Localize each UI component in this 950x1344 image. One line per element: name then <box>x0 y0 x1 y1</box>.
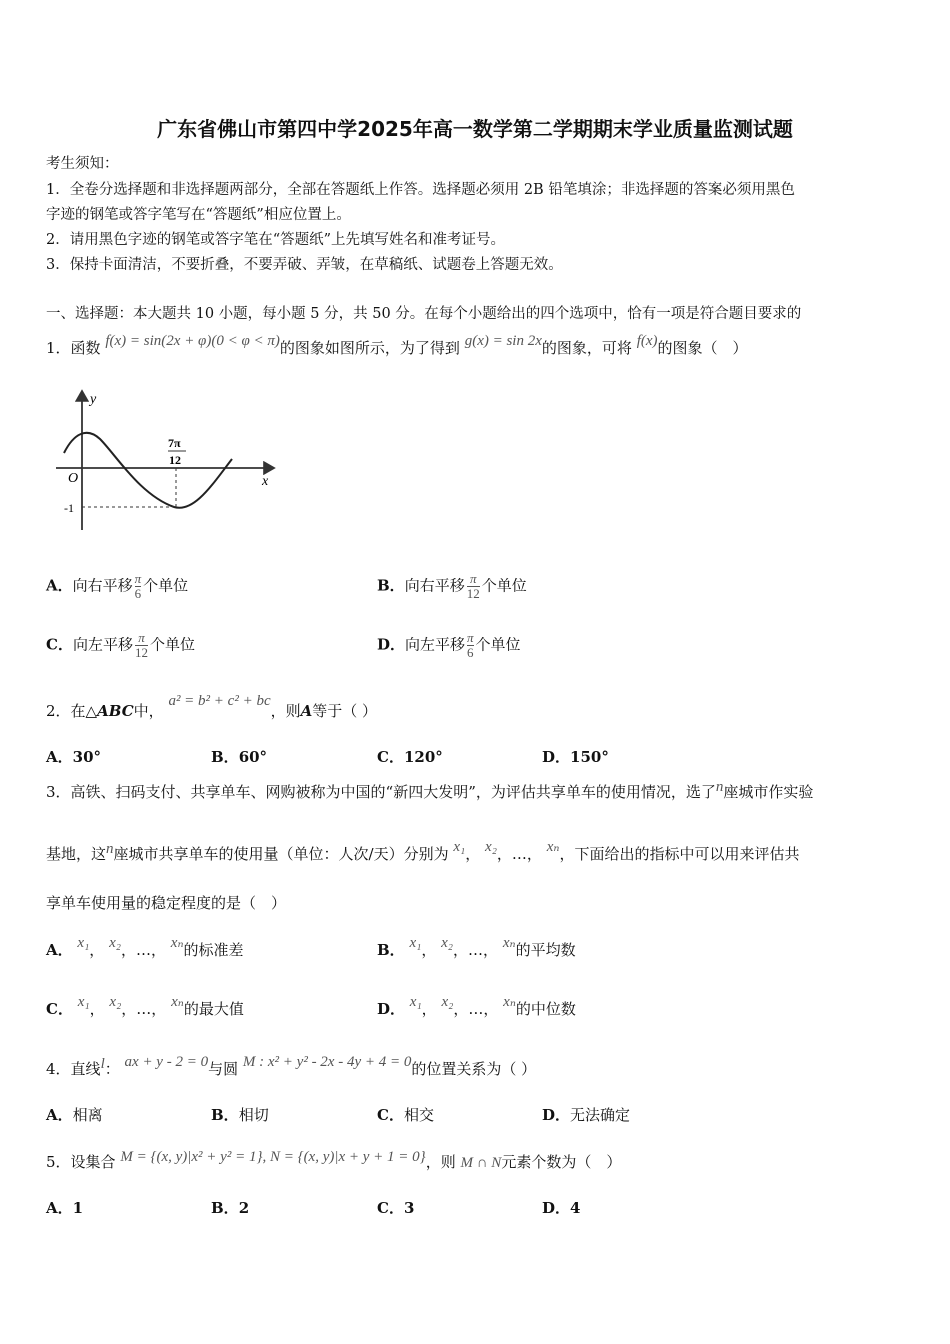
q5-text-1: 设集合 <box>70 1153 116 1171</box>
q2-option-c[interactable] <box>377 746 443 767</box>
q2-text-4: 等于（ ） <box>312 702 378 720</box>
option-text: 30° <box>72 748 102 766</box>
comma: ， <box>89 1000 105 1018</box>
option-label: D． <box>542 748 571 766</box>
q3-option-c[interactable] <box>46 994 244 1019</box>
y-axis-label: y <box>90 392 97 407</box>
q4-text-2: 与圆 <box>208 1060 239 1078</box>
q1-function-g: g(x) = sin 2x <box>464 333 542 349</box>
q1-text-1: 函数 <box>70 339 101 357</box>
q1-option-b[interactable] <box>377 572 527 601</box>
option-label: C． <box>46 635 73 654</box>
option-text: 个单位 <box>475 635 521 654</box>
origin-label: O <box>68 471 79 486</box>
option-text: 的最大值 <box>183 1000 244 1018</box>
xn: xₙ <box>171 994 184 1010</box>
option-text: 相交 <box>403 1106 434 1124</box>
option-label: D． <box>542 1106 571 1124</box>
option-label: A． <box>46 576 73 595</box>
q5-number: 5． <box>46 1153 71 1171</box>
q1-option-d[interactable] <box>377 631 521 660</box>
neg-one-label: -1 <box>64 501 74 515</box>
xn: xₙ <box>502 935 516 951</box>
q1-number: 1． <box>46 339 71 357</box>
x1: x₁ <box>409 994 422 1010</box>
comma: ， <box>89 941 105 959</box>
q3-x1: x₁ <box>453 839 466 855</box>
option-text: 的中位数 <box>515 1000 576 1018</box>
comma: ， <box>421 1000 437 1018</box>
q3-number: 3． <box>46 783 71 801</box>
dots: … <box>468 1000 484 1018</box>
q3-option-a[interactable] <box>46 935 244 960</box>
question-5 <box>46 1151 621 1172</box>
q3-option-d[interactable] <box>377 994 576 1019</box>
q1-option-a[interactable] <box>46 572 188 601</box>
q2-angle-a: A <box>300 702 313 720</box>
option-label: D． <box>377 1000 406 1018</box>
q4-number: 4． <box>46 1060 71 1078</box>
option-label: A． <box>46 1106 73 1124</box>
option-label: B． <box>211 1199 239 1217</box>
q3-comma: ， <box>496 845 512 863</box>
q5-option-b[interactable] <box>211 1197 249 1218</box>
q5-text-2: ，则 <box>425 1153 456 1171</box>
q4-option-d[interactable] <box>542 1104 630 1125</box>
xn: xₙ <box>170 935 184 951</box>
option-text: 向左平移 <box>72 635 133 654</box>
dots: … <box>135 941 151 959</box>
sine-curve <box>64 433 232 508</box>
q1-function-f: f(x) = sin(2x + φ)(0 < φ < π) <box>105 333 280 349</box>
q3-x2: x₂ <box>485 839 497 855</box>
option-text: 个单位 <box>149 635 195 654</box>
q2-number: 2． <box>46 702 71 720</box>
question-1 <box>46 333 748 358</box>
q5-option-d[interactable] <box>542 1197 580 1218</box>
option-label: C． <box>46 1000 73 1018</box>
option-fraction: $\frac{\pi}{12}$ <box>134 630 148 660</box>
dots: … <box>136 1000 152 1018</box>
q4-line-equation: ax + y - 2 = 0 <box>124 1054 209 1070</box>
q3-xn: xₙ <box>546 839 560 855</box>
q3-comma: ， <box>465 845 481 863</box>
comma: ， <box>150 941 166 959</box>
option-label: C． <box>377 1199 404 1217</box>
q3-text: 高铁、扫码支付、共享单车、网购被称为中国的“新四大发明”，为评估共享单车的使用情况，选了 <box>70 783 716 801</box>
option-label: C． <box>377 748 404 766</box>
q2-option-b[interactable] <box>211 746 267 767</box>
q3-text: 基地，这 <box>46 845 107 863</box>
option-label: B． <box>211 748 239 766</box>
notice-item-2: 2．请用黑色字迹的钢笔或答字笔在“答题纸”上先填写姓名和准考证号。 <box>46 232 506 248</box>
option-text: 向左平移 <box>405 635 466 654</box>
question-3-line-1 <box>46 781 813 802</box>
q1-sine-graph <box>52 385 282 535</box>
comma: ， <box>453 941 469 959</box>
q4-option-a[interactable] <box>46 1104 103 1125</box>
option-text: 向右平移 <box>404 576 465 595</box>
comma: ， <box>483 1000 499 1018</box>
option-label: A． <box>46 748 73 766</box>
q5-text-3: 元素个数为（ ） <box>501 1153 622 1171</box>
option-label: B． <box>377 941 405 959</box>
page-title: 广东省佛山市第四中学2025年高一数学第二学期期末学业质量监测试题 <box>157 117 793 141</box>
q4-colon: ： <box>104 1060 120 1078</box>
q2-option-d[interactable] <box>542 746 609 767</box>
option-text: 向右平移 <box>72 576 133 595</box>
option-label: B． <box>377 576 405 595</box>
q4-text-1: 直线 <box>70 1060 101 1078</box>
x1: x₁ <box>77 994 90 1010</box>
comma: ， <box>151 1000 167 1018</box>
q2-option-a[interactable] <box>46 746 101 767</box>
notice-item-3: 3．保持卡面清洁，不要折叠，不要弄破、弄皱，在草稿纸、试题卷上答题无效。 <box>46 257 563 273</box>
q1-text-3: 的图象，可将 <box>541 339 632 357</box>
q3-text: ，下面给出的指标中可以用来评估共 <box>559 845 800 863</box>
option-text: 个单位 <box>481 576 527 595</box>
question-4 <box>46 1054 537 1079</box>
option-text: 个单位 <box>143 576 189 595</box>
q2-text-2: 中， <box>133 702 164 720</box>
q4-text-3: 的位置关系为（ ） <box>411 1060 537 1078</box>
option-text: 无法确定 <box>570 1106 631 1124</box>
option-text: 相切 <box>238 1106 269 1124</box>
q3-text: 座城市共享单车的使用量（单位：人次/天）分别为 <box>113 845 449 863</box>
comma: ， <box>121 1000 137 1018</box>
q2-equation: a² = b² + c² + bc <box>168 693 271 709</box>
q2-triangle-name: ABC <box>97 702 134 720</box>
option-text: 的标准差 <box>183 941 244 959</box>
option-fraction: $\frac{\pi}{6}$ <box>134 571 142 601</box>
option-text: 2 <box>238 1199 250 1217</box>
question-3-line-3: 享单车使用量的稳定程度的是（ ） <box>46 894 287 912</box>
q2-text-1: 在△ <box>70 702 98 720</box>
option-label: D． <box>377 635 406 654</box>
x1: x₁ <box>77 935 90 951</box>
q1-option-c[interactable] <box>46 631 195 660</box>
section-heading: 一、选择题：本大题共 10 小题，每小题 5 分，共 50 分。在每个小题给出的四个选项中，恰有一项是符合题目要求的 <box>46 306 802 322</box>
x2: x₂ <box>109 935 121 951</box>
option-text: 120° <box>403 748 443 766</box>
comma: ， <box>453 1000 469 1018</box>
x2: x₂ <box>441 935 454 951</box>
x2: x₂ <box>109 994 122 1010</box>
q5-intersection: M ∩ N <box>460 1155 502 1171</box>
notice-item-1-line2: 字迹的钢笔或答字笔写在“答题纸”相应位置上。 <box>46 207 351 223</box>
comma: ， <box>483 941 499 959</box>
q3-option-b[interactable] <box>377 935 576 960</box>
comma: ， <box>421 941 437 959</box>
q1-text-4: 的图象（ ） <box>657 339 748 357</box>
xn: xₙ <box>503 994 516 1010</box>
q1-text-2: 的图象如图所示，为了得到 <box>279 339 460 357</box>
option-label: B． <box>211 1106 239 1124</box>
option-text: 1 <box>72 1199 84 1217</box>
option-label: C． <box>377 1106 404 1124</box>
option-text: 60° <box>238 748 268 766</box>
dots: … <box>468 941 484 959</box>
comma: ， <box>120 941 136 959</box>
notice-item-1-line1: 1．全卷分选择题和非选择题两部分，全部在答题纸上作答。选择题必须用 2B 铅笔填涂；非选择题的答案必须用黑色 <box>46 182 795 198</box>
option-label: D． <box>542 1199 571 1217</box>
tick-label-numerator: 7π <box>168 436 181 450</box>
x-axis-label: x <box>262 474 269 489</box>
question-2 <box>46 693 378 721</box>
notice-heading: 考生须知： <box>46 156 119 172</box>
q5-set-definitions: M = {(x, y)|x² + y² = 1}, N = {(x, y)|x + y + 1 = 0} <box>120 1149 426 1165</box>
q1-fx: f(x) <box>636 333 658 349</box>
option-fraction: $\frac{\pi}{6}$ <box>467 630 474 660</box>
option-fraction: $\frac{\pi}{12}$ <box>466 571 480 601</box>
q4-circle-equation: M : x² + y² - 2x - 4y + 4 = 0 <box>242 1054 412 1070</box>
option-text: 150° <box>570 748 609 766</box>
q5-option-c[interactable] <box>377 1197 414 1218</box>
q3-dots: … <box>511 845 527 863</box>
q3-n: n <box>106 841 114 857</box>
q4-option-b[interactable] <box>211 1104 269 1125</box>
q2-text-3: ，则 <box>270 702 301 720</box>
q3-comma: ， <box>526 845 542 863</box>
option-label: A． <box>46 941 73 959</box>
q5-option-a[interactable] <box>46 1197 83 1218</box>
option-text: 的平均数 <box>515 941 576 959</box>
option-text: 3 <box>403 1199 415 1217</box>
q4-option-c[interactable] <box>377 1104 434 1125</box>
q3-n: n <box>715 779 724 795</box>
option-text: 4 <box>570 1199 581 1217</box>
option-label: A． <box>46 1199 73 1217</box>
tick-label-denominator: 12 <box>169 453 181 467</box>
x1: x₁ <box>409 935 422 951</box>
q4-line-name: l <box>100 1056 105 1072</box>
option-text: 相离 <box>72 1106 103 1124</box>
x2: x₂ <box>441 994 454 1010</box>
question-3-line-2 <box>46 839 800 864</box>
q3-text: 座城市作实验 <box>723 783 814 801</box>
